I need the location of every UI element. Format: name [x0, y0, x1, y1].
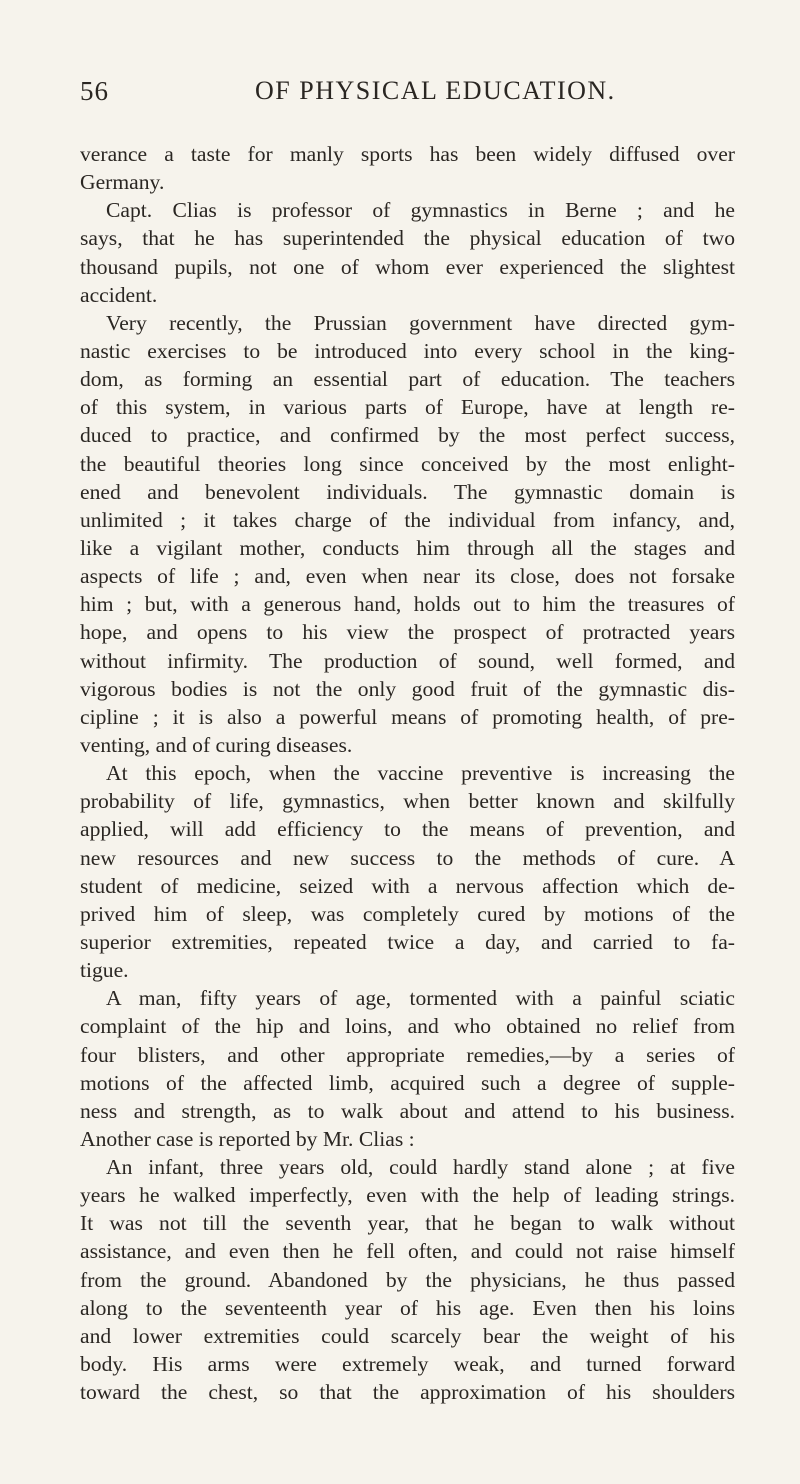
text-line: years he walked imperfectly, even with the help of leading strings. [80, 1183, 735, 1208]
text-line: tigue. [80, 958, 129, 983]
text-line: accident. [80, 282, 158, 307]
text-line: like a vigilant mother, conducts him through all the stages and [80, 535, 735, 560]
text-line: four blisters, and other appropriate remedies,—by a series of [80, 1042, 735, 1067]
text-line: complaint of the hip and loins, and who obtained no relief from [80, 1014, 735, 1039]
text-line: prived him of sleep, was completely cured by motions of the [80, 901, 735, 926]
text-line: verance a taste for manly sports has been widely diffused over [80, 142, 735, 166]
text-line: A man, fifty years of age, tormented with a painful sciatic [106, 986, 735, 1011]
text-line: nastic exercises to be introduced into every school in the king- [80, 338, 735, 363]
text-line: new resources and new success to the methods of cure. A [80, 845, 735, 870]
text-line: him ; but, with a generous hand, holds out to him the treasures of [80, 592, 735, 617]
text-line: It was not till the seventh year, that he began to walk without [80, 1211, 735, 1236]
text-line: assistance, and even then he fell often, and could not raise himself [80, 1239, 735, 1264]
text-line: motions of the affected limb, acquired such a degree of supple- [80, 1070, 735, 1095]
text-line: of this system, in various parts of Europe, have at length re- [80, 395, 735, 420]
text-line: the beautiful theories long since conceived by the most enlight- [80, 451, 735, 476]
text-line: and lower extremities could scarcely bear the weight of his [80, 1323, 735, 1348]
text-line: Capt. Clias is professor of gymnastics in Berne ; and he [106, 198, 735, 223]
text-line: dom, as forming an essential part of education. The teachers [80, 367, 735, 392]
text-line: aspects of life ; and, even when near its close, does not forsake [80, 564, 735, 589]
text-line: unlimited ; it takes charge of the individual from infancy, and, [80, 507, 735, 532]
body-text [80, 140, 735, 1406]
text-line: student of medicine, seized with a nervous affection which de- [80, 873, 735, 898]
text-line: cipline ; it is also a powerful means of promoting health, of pre- [80, 704, 735, 729]
text-line: ened and benevolent individuals. The gymnastic domain is [80, 479, 735, 504]
text-line: body. His arms were extremely weak, and turned forward [80, 1352, 735, 1377]
text-line: from the ground. Abandoned by the physicians, he thus passed [80, 1267, 735, 1292]
text-line: says, that he has superintended the physical education of two [80, 226, 735, 251]
text-line: hope, and opens to his view the prospect of protracted years [80, 620, 735, 645]
text-line: along to the seventeenth year of his age. Even then his loins [80, 1295, 735, 1320]
page-number: 56 [80, 76, 109, 106]
text-line: thousand pupils, not one of whom ever experienced the slightest [80, 254, 735, 279]
text-line: without infirmity. The production of sound, well formed, and [80, 648, 735, 673]
text-line: venting, and of curing diseases. [80, 732, 353, 757]
text-line: superior extremities, repeated twice a day, and carried to fa- [80, 929, 735, 954]
text-line: An infant, three years old, could hardly stand alone ; at five [106, 1155, 735, 1180]
text-line: Germany. [80, 170, 165, 195]
text-line: vigorous bodies is not the only good fruit of the gymnastic dis- [80, 676, 735, 701]
text-line: Another case is reported by Mr. Clias : [80, 1126, 415, 1151]
text-line: toward the chest, so that the approximation of his shoulders [80, 1380, 735, 1405]
text-line: At this epoch, when the vaccine preventive is increasing the [106, 761, 735, 786]
text-line: applied, will add efficiency to the means of prevention, and [80, 817, 735, 842]
text-line: ness and strength, as to walk about and attend to his business. [80, 1098, 735, 1123]
text-line: probability of life, gymnastics, when better known and skilfully [80, 789, 735, 814]
running-title: OF PHYSICAL EDUCATION. [255, 76, 616, 105]
text-line: Very recently, the Prussian government have directed gym- [106, 310, 735, 335]
running-head [80, 76, 735, 116]
text-line: duced to practice, and confirmed by the most perfect success, [80, 423, 735, 448]
